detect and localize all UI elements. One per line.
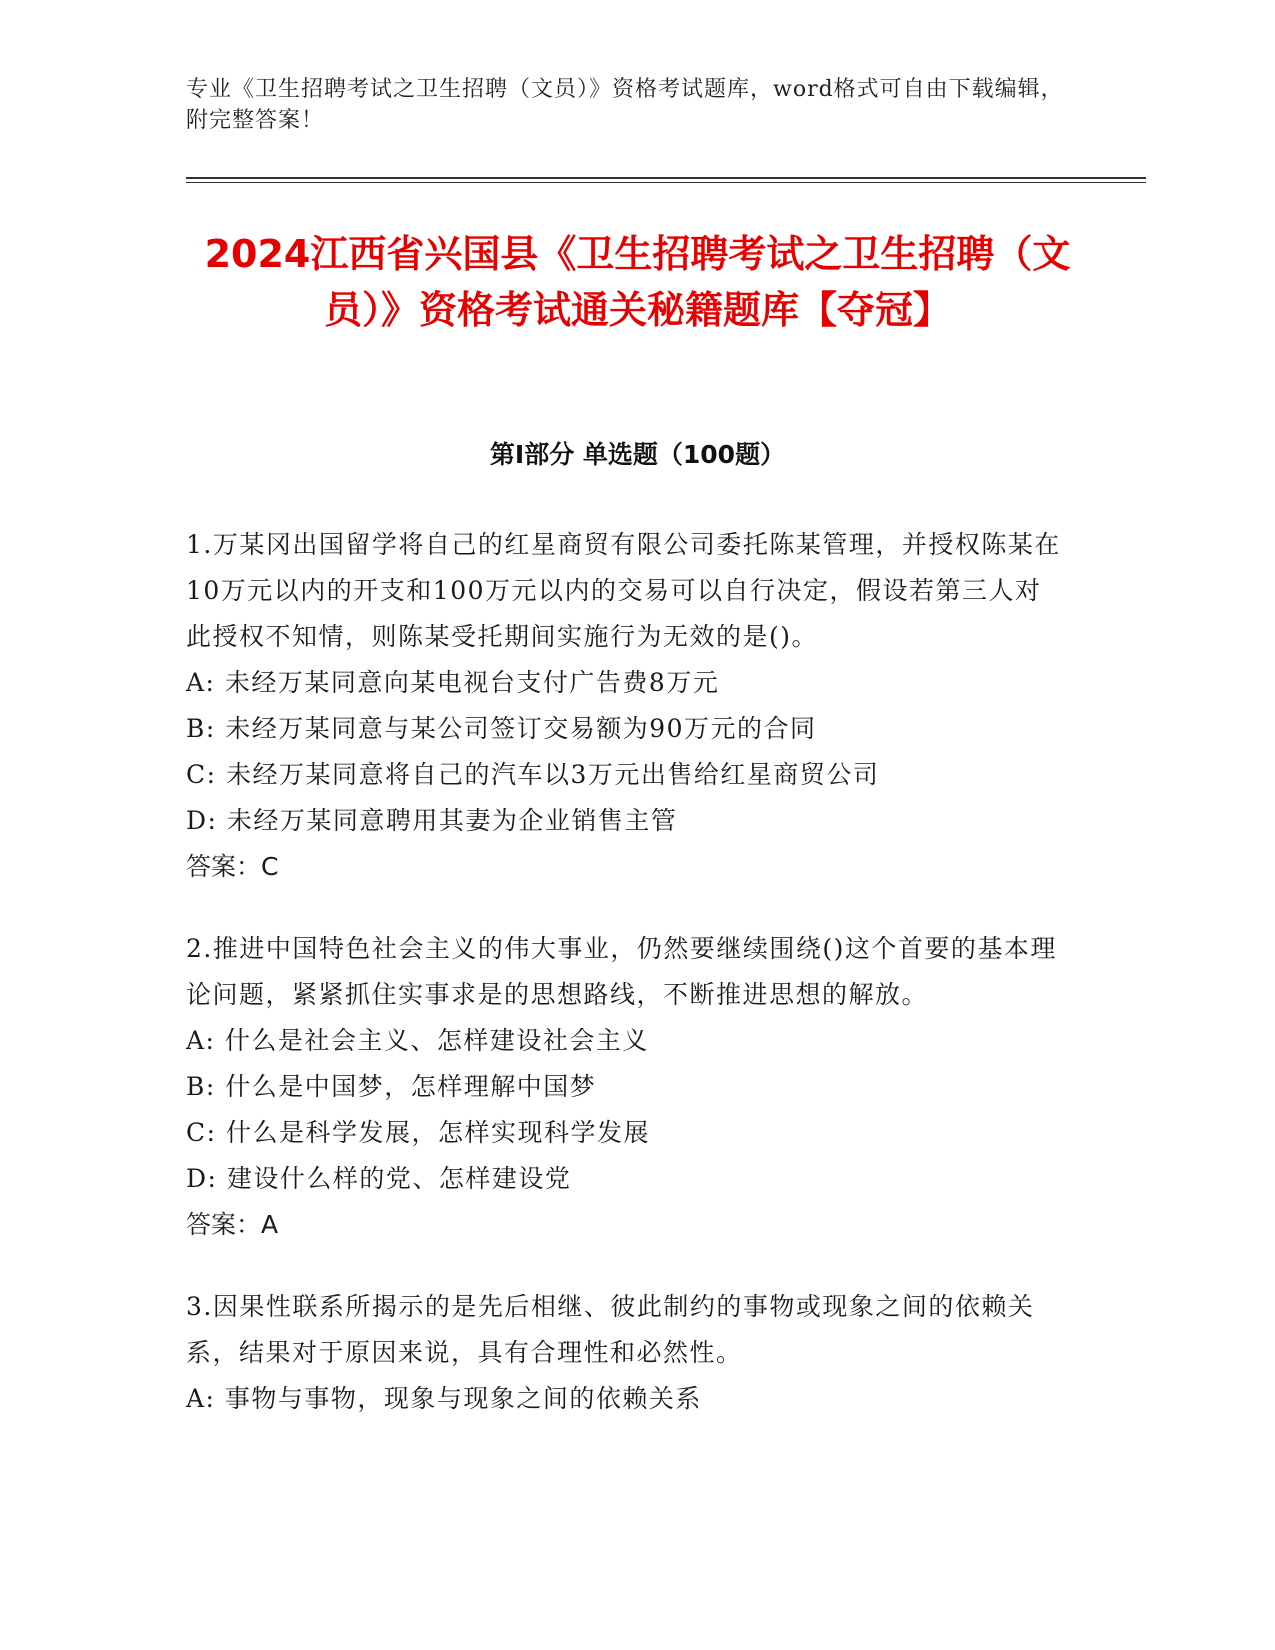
question-text: 2.推进中国特色社会主义的伟大事业，仍然要继续围绕()这个首要的基本理论问题，紧紧抓住实事求是的思想路线，不断推进思想的解放。 bbox=[186, 934, 1057, 1009]
option-a: A: 什么是社会主义、怎样建设社会主义 bbox=[186, 1026, 649, 1055]
question-2 bbox=[186, 926, 1066, 1248]
answer: 答案：C bbox=[186, 852, 279, 881]
option-c: C: 什么是科学发展，怎样实现科学发展 bbox=[186, 1118, 650, 1147]
header-divider-thin bbox=[186, 182, 1146, 183]
option-d: D: 建设什么样的党、怎样建设党 bbox=[186, 1164, 572, 1193]
option-c: C: 未经万某同意将自己的汽车以3万元出售给红星商贸公司 bbox=[186, 760, 880, 789]
header-divider-thick bbox=[186, 177, 1146, 179]
document-title: 2024江西省兴国县《卫生招聘考试之卫生招聘（文员）》资格考试通关秘籍题库【夺冠】 bbox=[204, 232, 1071, 332]
question-3 bbox=[186, 1284, 1066, 1422]
section-title: 第I部分 单选题（100题） bbox=[489, 440, 786, 469]
option-b: B: 什么是中国梦，怎样理解中国梦 bbox=[186, 1072, 597, 1101]
question-1 bbox=[186, 522, 1066, 890]
option-d: D: 未经万某同意聘用其妻为企业销售主管 bbox=[186, 806, 678, 835]
question-text: 1.万某冈出国留学将自己的红星商贸有限公司委托陈某管理，并授权陈某在10万元以内的开支和100万元以内的交易可以自行决定，假设若第三人对此授权不知情，则陈某受托期间实施行为无效的是()。 bbox=[186, 530, 1061, 651]
option-a: A: 未经万某同意向某电视台支付广告费8万元 bbox=[186, 668, 720, 697]
question-list bbox=[186, 522, 1066, 1458]
option-b: B: 未经万某同意与某公司签订交易额为90万元的合同 bbox=[186, 714, 817, 743]
question-text: 3.因果性联系所揭示的是先后相继、彼此制约的事物或现象之间的依赖关系，结果对于原因来说，具有合理性和必然性。 bbox=[186, 1292, 1035, 1367]
option-a: A: 事物与事物，现象与现象之间的依赖关系 bbox=[186, 1384, 702, 1413]
header-note: 专业《卫生招聘考试之卫生招聘（文员）》资格考试题库，word格式可自由下载编辑，附完整答案！ bbox=[186, 77, 1064, 133]
answer: 答案：A bbox=[186, 1210, 279, 1239]
